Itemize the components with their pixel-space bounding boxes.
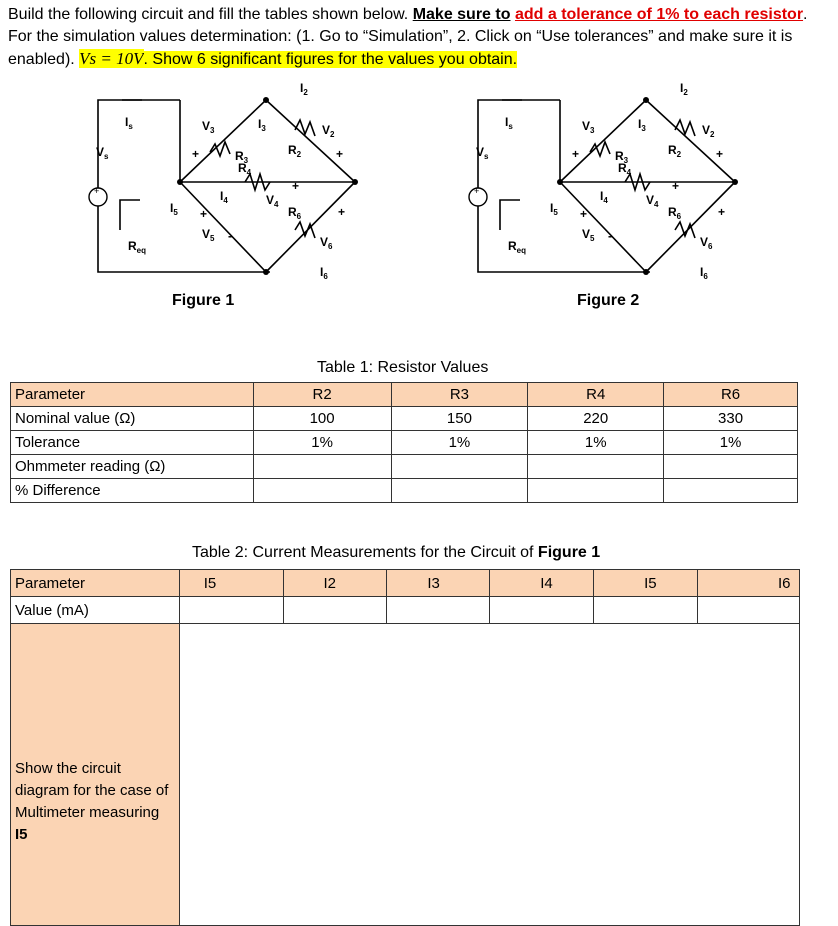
diagram-label-text: Show the circuit diagram for the case of Multimeter measuring	[15, 759, 169, 821]
table-row	[11, 479, 798, 503]
figure1-circuit	[70, 80, 380, 290]
label-v6: $V_6$	[700, 235, 713, 251]
label-vs: $V_s$	[476, 145, 489, 161]
label-i3: $I_3$	[638, 117, 646, 133]
label-v3: $V_3$	[582, 119, 595, 135]
table2-input-cell[interactable]	[179, 597, 283, 624]
table-row	[11, 597, 800, 624]
table1-input-cell[interactable]	[528, 479, 664, 503]
table1-row-label: Tolerance	[11, 431, 254, 455]
table2-input-cell[interactable]	[387, 597, 490, 624]
table1-header-cell: R6	[664, 383, 798, 407]
wire-r3-branch	[560, 100, 646, 182]
table-row	[11, 431, 798, 455]
req-arrow-line	[120, 200, 140, 230]
node-right	[732, 179, 738, 185]
label-r2: $R_2$	[668, 143, 682, 159]
table1-header-row	[11, 383, 798, 407]
wire-r2-branch	[646, 100, 735, 182]
figure1-svg	[70, 80, 380, 290]
node-bottom	[643, 269, 649, 275]
label-v5: $V_5$	[202, 227, 215, 243]
table1-row-label: Nominal value (Ω)	[11, 407, 254, 431]
table2-title-prefix: Table 2: Current Measurements for the Circuit of	[192, 544, 538, 561]
instr-part1: Build the following circuit and fill the tables shown below.	[8, 6, 409, 23]
table1-header-cell: R3	[391, 383, 528, 407]
node-top	[263, 97, 269, 103]
table1-header-cell: R4	[528, 383, 664, 407]
diagram-label-bold: I5	[15, 825, 28, 843]
sign-plus-v4: +	[292, 179, 300, 193]
sign-plus-v2: +	[716, 147, 724, 161]
table1-row-label: % Difference	[11, 479, 254, 503]
table1-cell: 1%	[528, 431, 664, 455]
figure2-circuit	[450, 80, 760, 290]
wire-r2-branch	[266, 100, 355, 182]
table2-header-row	[11, 570, 800, 597]
label-i2: $I_2$	[680, 81, 688, 97]
table1-cell: 330	[664, 407, 798, 431]
resistor-r2	[295, 120, 315, 136]
table1	[10, 382, 798, 503]
circuit-diagram-area[interactable]	[179, 624, 799, 926]
label-r4: $R_4$	[238, 161, 252, 177]
node-top	[643, 97, 649, 103]
table2-header-cell: I4	[490, 570, 594, 597]
table-row	[11, 624, 800, 926]
label-req: $R_{eq}$	[128, 239, 147, 255]
table1-cell: 150	[391, 407, 528, 431]
table2-input-cell[interactable]	[283, 597, 387, 624]
table2-header-cell: I2	[283, 570, 387, 597]
sign-plus-v3: +	[572, 147, 580, 161]
table1-row-label: Ohmmeter reading (Ω)	[11, 455, 254, 479]
wire-top-left	[478, 100, 560, 190]
table2-input-cell[interactable]	[594, 597, 698, 624]
wire-r3-branch	[180, 100, 266, 182]
table2-header-cell: I3	[387, 570, 490, 597]
instructions	[8, 4, 808, 71]
table1-cell: 1%	[391, 431, 528, 455]
table1-cell: 100	[253, 407, 391, 431]
sign-plus-v4: +	[672, 179, 680, 193]
table1-input-cell[interactable]	[391, 479, 528, 503]
sign-minus-v5: -	[228, 229, 232, 243]
table2-diagram-label	[11, 624, 180, 926]
figure2-caption: Figure 2	[577, 292, 640, 309]
label-is: $I_s$	[125, 115, 133, 131]
label-r3: $R_3$	[615, 149, 629, 165]
table2-input-cell[interactable]	[697, 597, 799, 624]
label-v5: $V_5$	[582, 227, 595, 243]
table2-title-bold: Figure 1	[537, 544, 601, 561]
node-left	[557, 179, 563, 185]
node-left	[177, 179, 183, 185]
table1-input-cell[interactable]	[253, 455, 391, 479]
label-i6: $I_6$	[700, 265, 708, 281]
wire-bottom	[478, 204, 650, 272]
label-r3: $R_3$	[235, 149, 249, 165]
req-arrow-line	[500, 200, 520, 230]
table1-header-cell: Parameter	[11, 383, 254, 407]
table2-input-cell[interactable]	[490, 597, 594, 624]
label-r2: $R_2$	[288, 143, 302, 159]
table2-header-cell: I5	[179, 570, 283, 597]
label-is: $I_s$	[505, 115, 513, 131]
label-i3: $I_3$	[258, 117, 266, 133]
label-i5: $I_5$	[170, 201, 178, 217]
sign-plus-v6: +	[718, 205, 726, 219]
label-i4: $I_4$	[600, 189, 608, 205]
sign-plus-v5: +	[200, 207, 208, 221]
node-right	[352, 179, 358, 185]
table1-cell: 220	[528, 407, 664, 431]
label-v6: $V_6$	[320, 235, 333, 251]
table2	[10, 569, 800, 926]
table1-input-cell[interactable]	[391, 455, 528, 479]
sign-minus-v5: -	[608, 229, 612, 243]
instr-part5: . Show 6 significant figures for the values you obtain.	[143, 51, 518, 68]
table2-header-cell: Parameter	[11, 570, 180, 597]
wire-bottom	[98, 204, 270, 272]
table-row	[11, 455, 798, 479]
table1-cell: 1%	[253, 431, 391, 455]
table2-row-label: Value (mA)	[11, 597, 180, 624]
label-v3: $V_3$	[202, 119, 215, 135]
vs-plus-sign: +	[94, 186, 100, 196]
table1-input-cell[interactable]	[528, 455, 664, 479]
sign-plus-v3: +	[192, 147, 200, 161]
wire-top-left	[98, 100, 180, 190]
sign-plus-v6: +	[338, 205, 346, 219]
label-i6: $I_6$	[320, 265, 328, 281]
vs-plus-sign: +	[474, 186, 480, 196]
instr-part2: Make sure to	[412, 6, 511, 23]
table-row	[11, 407, 798, 431]
figure2-svg	[450, 80, 760, 290]
sign-plus-v5: +	[580, 207, 588, 221]
label-v4: $V_4$	[266, 193, 279, 209]
label-v2: $V_2$	[702, 123, 715, 139]
resistor-r2	[675, 120, 695, 136]
table1-header-cell: R2	[253, 383, 391, 407]
node-bottom	[263, 269, 269, 275]
label-vs: $V_s$	[96, 145, 109, 161]
instr-part3: add a tolerance of 1% to each resistor	[514, 6, 804, 23]
label-r6: $R_6$	[668, 205, 682, 221]
label-r4: $R_4$	[618, 161, 632, 177]
label-i2: $I_2$	[300, 81, 308, 97]
table2-title	[192, 544, 600, 562]
table2-header-cell: I5	[594, 570, 698, 597]
table1-input-cell[interactable]	[664, 479, 798, 503]
table1-input-cell[interactable]	[253, 479, 391, 503]
table1-input-cell[interactable]	[664, 455, 798, 479]
table1-title: Table 1: Resistor Values	[317, 359, 489, 376]
label-i5: $I_5$	[550, 201, 558, 217]
instr-part4: . For the simulation values determination: (1. Go to “Simulation”, 2. Click on “Use tolerances” and make sure it is enabled).	[8, 6, 808, 68]
instr-equation: Vs = 10V	[79, 49, 144, 68]
table1-cell: 1%	[664, 431, 798, 455]
label-v4: $V_4$	[646, 193, 659, 209]
label-req: $R_{eq}$	[508, 239, 527, 255]
sign-plus-v2: +	[336, 147, 344, 161]
figure1-caption: Figure 1	[172, 292, 235, 309]
label-i4: $I_4$	[220, 189, 228, 205]
label-r6: $R_6$	[288, 205, 302, 221]
label-v2: $V_2$	[322, 123, 335, 139]
table2-header-cell: I6	[697, 570, 799, 597]
